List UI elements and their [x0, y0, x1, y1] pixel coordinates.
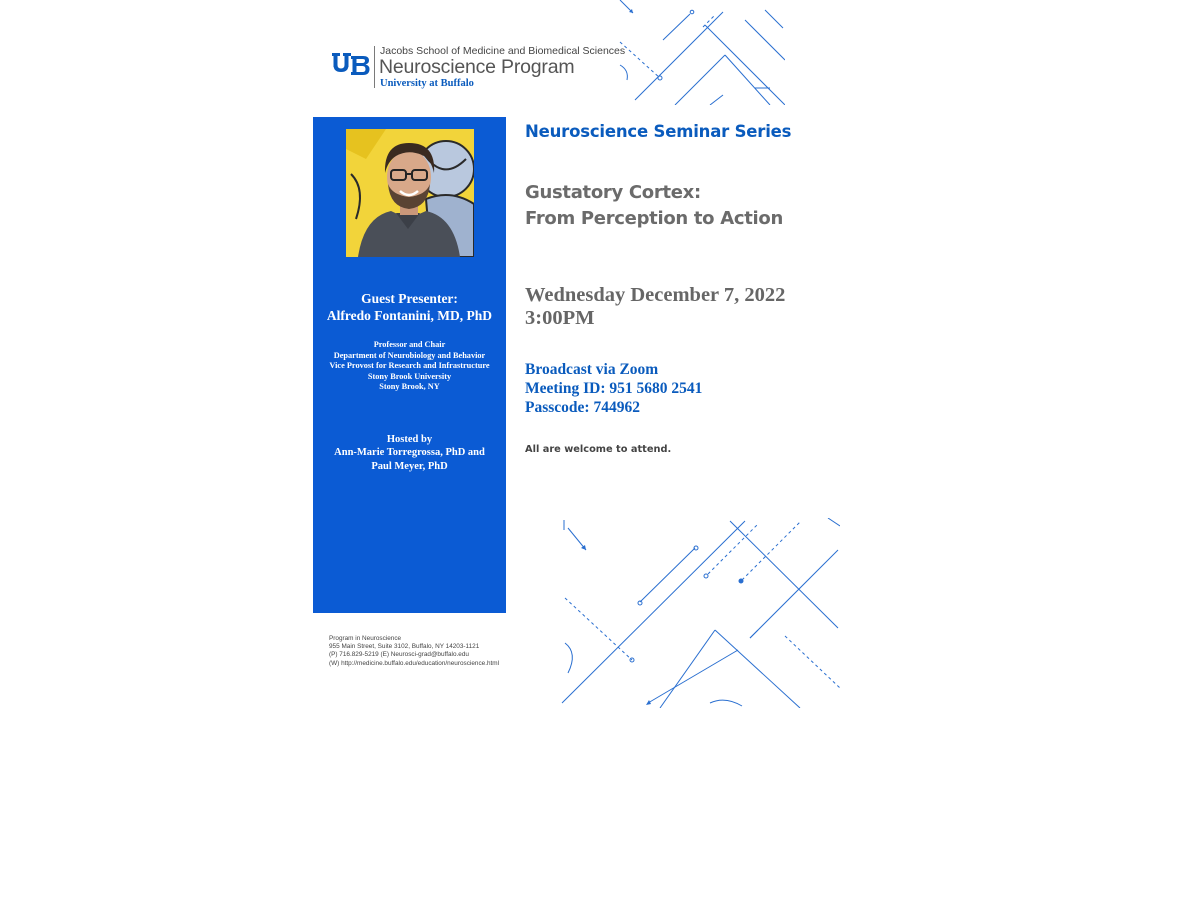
affiliation-line: Vice Provost for Research and Infrastructure — [329, 361, 490, 371]
event-datetime — [525, 284, 785, 330]
talk-title-line: From Perception to Action — [525, 208, 783, 229]
program-name: Neuroscience Program — [379, 56, 575, 78]
event-time: 3:00PM — [525, 307, 595, 329]
ub-logo-icon — [332, 52, 370, 76]
logo-divider — [374, 46, 375, 88]
affiliation-line: Stony Brook, NY — [379, 382, 440, 392]
presenter-label: Guest Presenter: — [361, 291, 458, 306]
zoom-details — [525, 360, 702, 417]
zoom-line: Broadcast via Zoom — [525, 361, 659, 378]
school-name: Jacobs School of Medicine and Biomedical Sciences — [380, 45, 626, 57]
presenter-affiliation — [313, 340, 506, 393]
presenter-photo — [346, 129, 474, 257]
hosts-names — [313, 446, 506, 473]
presenter-name: Alfredo Fontanini, MD, PhD — [326, 308, 493, 323]
event-date: Wednesday December 7, 2022 — [525, 284, 786, 306]
contact-footer — [329, 635, 499, 668]
talk-title — [525, 180, 783, 232]
footer-line: (P) 716.829-5219 (E) Neurosci-grad@buffalo.edu — [329, 651, 469, 659]
decorative-circuit-lines-top — [615, 0, 785, 105]
decorative-circuit-lines-bottom — [560, 518, 840, 708]
host-line: Ann-Marie Torregrossa, PhD and — [334, 447, 485, 458]
footer-line: (W) http://medicine.buffalo.edu/education/neuroscience.html — [329, 659, 500, 667]
host-line: Paul Meyer, PhD — [371, 460, 448, 472]
footer-line: Program in Neuroscience — [329, 635, 402, 642]
zoom-meeting-id: Meeting ID: 951 5680 2541 — [525, 380, 703, 397]
affiliation-line: Professor and Chair — [373, 340, 446, 349]
welcome-note: All are welcome to attend. — [525, 444, 672, 455]
zoom-passcode: Passcode: 744962 — [525, 399, 640, 416]
affiliation-line: Department of Neurobiology and Behavior — [333, 350, 486, 360]
talk-title-line: Gustatory Cortex: — [525, 182, 701, 203]
university-name: University at Buffalo — [380, 78, 474, 89]
affiliation-line: Stony Brook University — [367, 371, 452, 381]
footer-line: 955 Main Street, Suite 3102, Buffalo, NY 14203-1121 — [329, 643, 480, 651]
hosted-label: Hosted by — [386, 434, 433, 445]
seminar-series-title: Neuroscience Seminar Series — [525, 122, 792, 141]
